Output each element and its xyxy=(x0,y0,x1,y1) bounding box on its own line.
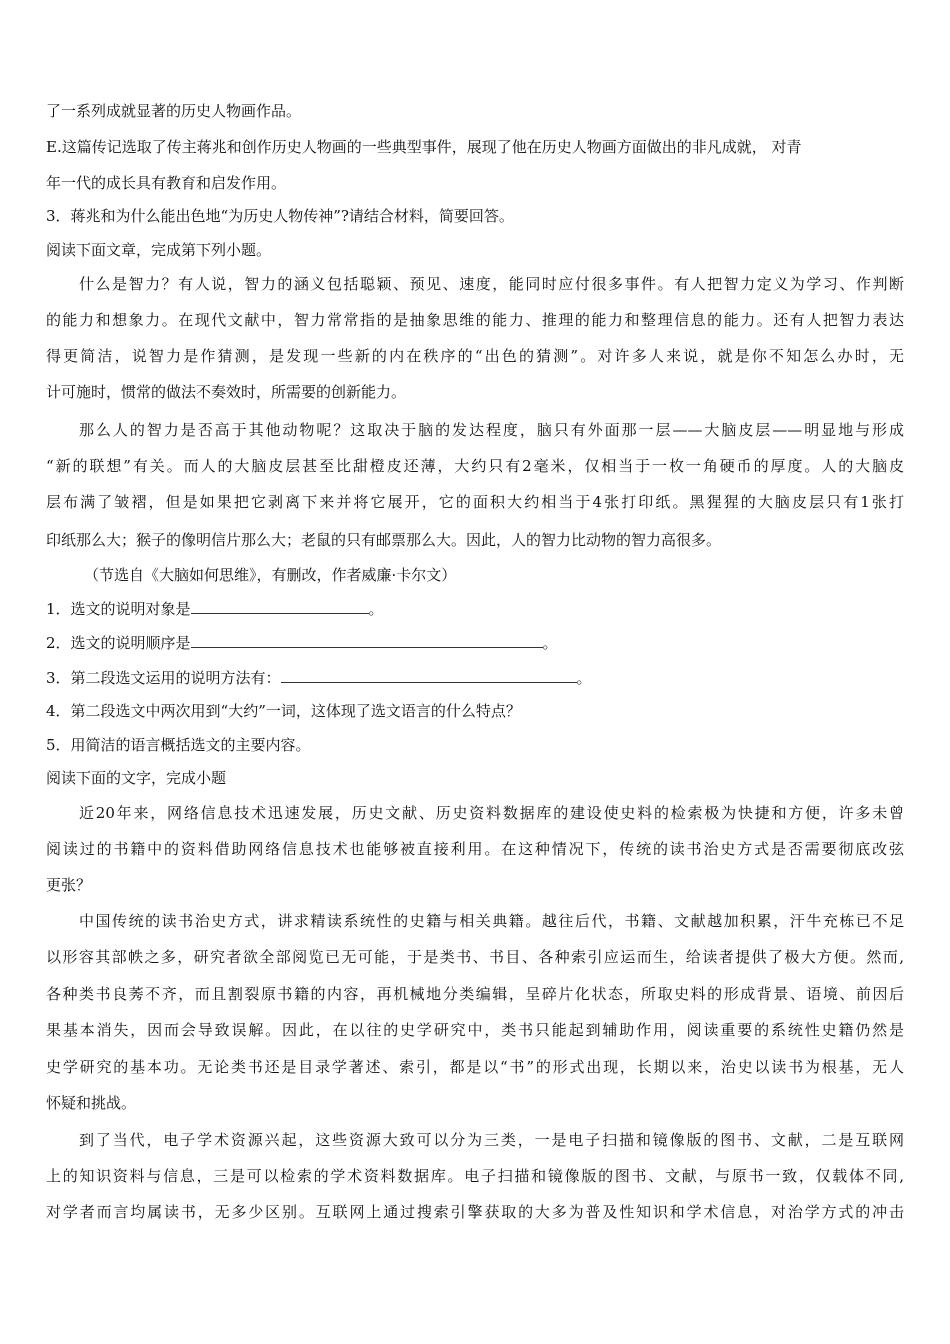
question-3: 3．蒋兆和为什么能出色地“为历史人物传神”?请结合材料，简要回答。 xyxy=(46,207,514,225)
paragraph-line: 计可施时，惯常的做法不奏效时，所需要的创新能力。 xyxy=(46,383,407,401)
answer-blank-2[interactable] xyxy=(191,632,543,648)
paragraph-line: 什么是智力？有人说，智力的涵义包括聪颖、预见、速度，能同时应付很多事件。有人把智力定义为学习、作判断 xyxy=(79,275,904,293)
question-2-end: 。 xyxy=(542,634,558,652)
answer-blank-3[interactable] xyxy=(281,667,577,683)
question-3 xyxy=(46,667,592,688)
paragraph-line: 各种类书良莠不齐，而且割裂原书籍的内容，再机械地分类编辑，呈碎片化状态，所取史料的形成背景、语境、前因后 xyxy=(46,985,904,1003)
paragraph-line: 近20年来，网络信息技术迅速发展，历史文献、历史资料数据库的建设使史料的检索极为快捷和方便，许多未曾 xyxy=(79,804,904,822)
paragraph-line: 阅读过的书籍中的资料借助网络信息技术也能够被直接利用。在这种情况下，传统的读书治史方式是否需要彻底改弦 xyxy=(46,840,904,858)
question-5: 5．用简洁的语言概括选文的主要内容。 xyxy=(46,736,311,754)
paragraph-line: 对学者而言均属读书，无多少区别。互联网上通过搜索引擎获取的大多为普及性知识和学术信息，对治学方式的冲击 xyxy=(46,1203,904,1221)
source-citation: （节选自《大脑如何思维》，有删改，作者威廉·卡尔文） xyxy=(84,566,457,584)
answer-blank-1[interactable] xyxy=(191,598,369,614)
paragraph-line: 印纸那么大；猴子的像明信片那么大；老鼠的只有邮票那么大。因此，人的智力比动物的智力高很多。 xyxy=(46,531,722,549)
question-1-text: 1．选文的说明对象是 xyxy=(46,600,191,618)
paragraph-line: 史学研究的基本功。无论类书还是目录学著述、索引，都是以“书”的形式出现，长期以来，治史以读书为根基，无人 xyxy=(46,1058,904,1076)
question-1-end: 。 xyxy=(368,600,384,618)
section-instruction: 阅读下面文章，完成第下列小题。 xyxy=(46,241,272,259)
paragraph-line: 以形容其部帙之多，研究者欲全部阅览已无可能，于是类书、书目、各种索引应运而生，给读者提供了极大方便。然而, xyxy=(46,948,904,966)
paragraph-line: 中国传统的读书治史方式，讲求精读系统性的史籍与相关典籍。越往后代，书籍、文献越加积累，汗牛充栋已不足 xyxy=(79,912,904,930)
paragraph-line: 那么人的智力是否高于其他动物呢？这取决于脑的发达程度，脑只有外面那一层——大脑皮层——明显地与形成 xyxy=(79,421,904,439)
paragraph-line: 上的知识资料与信息，三是可以检索的学术资料数据库。电子扫描和镜像版的图书、文献，与原书一致，仅载体不同, xyxy=(46,1167,904,1185)
paragraph-line: 怀疑和挑战。 xyxy=(46,1094,137,1112)
question-2 xyxy=(46,632,558,653)
text-line: 了一系列成就显著的历史人物画作品。 xyxy=(46,102,302,120)
paragraph-line: 的能力和想象力。在现代文献中，智力常常指的是抽象思维的能力、推理的能力和整理信息的能力。还有人把智力表达 xyxy=(46,311,904,329)
question-4: 4．第二段选文中两次用到“大约”一词，这体现了选文语言的什么特点？ xyxy=(46,702,521,720)
question-2-text: 2．选文的说明顺序是 xyxy=(46,634,191,652)
option-e: E.这篇传记选取了传主蒋兆和创作历史人物画的一些典型事件，展现了他在历史人物画方面做出的非凡成就， 对青 xyxy=(46,138,802,156)
text-line: 年一代的成长具有教育和启发作用。 xyxy=(46,174,287,192)
paragraph-line: 果基本消失，因而会导致误解。因此，在以往的史学研究中，类书只能起到辅助作用，阅读重要的系统性史籍仍然是 xyxy=(46,1021,904,1039)
question-3-end: 。 xyxy=(576,669,592,687)
paragraph-line: “新的联想”有关。而人的大脑皮层甚至比甜橙皮还薄，大约只有2毫米，仅相当于一枚一角硬币的厚度。人的大脑皮 xyxy=(46,457,904,475)
paragraph-line: 层布满了皱褶，但是如果把它剥离下来并将它展开，它的面积大约相当于4张打印纸。黑猩猩的大脑皮层只有1张打 xyxy=(46,493,904,511)
question-3-text: 3．第二段选文运用的说明方法有： xyxy=(46,669,281,687)
question-1 xyxy=(46,598,384,619)
section-instruction: 阅读下面的文字，完成小题 xyxy=(46,769,227,787)
paragraph-line: 更张？ xyxy=(46,876,92,894)
paragraph-line: 到了当代，电子学术资源兴起，这些资源大致可以分为三类，一是电子扫描和镜像版的图书、文献，二是互联网 xyxy=(79,1131,904,1149)
paragraph-line: 得更简洁，说智力是作猜测，是发现一些新的内在秩序的“出色的猜测”。对许多人来说，就是你不知怎么办时，无 xyxy=(46,347,904,365)
